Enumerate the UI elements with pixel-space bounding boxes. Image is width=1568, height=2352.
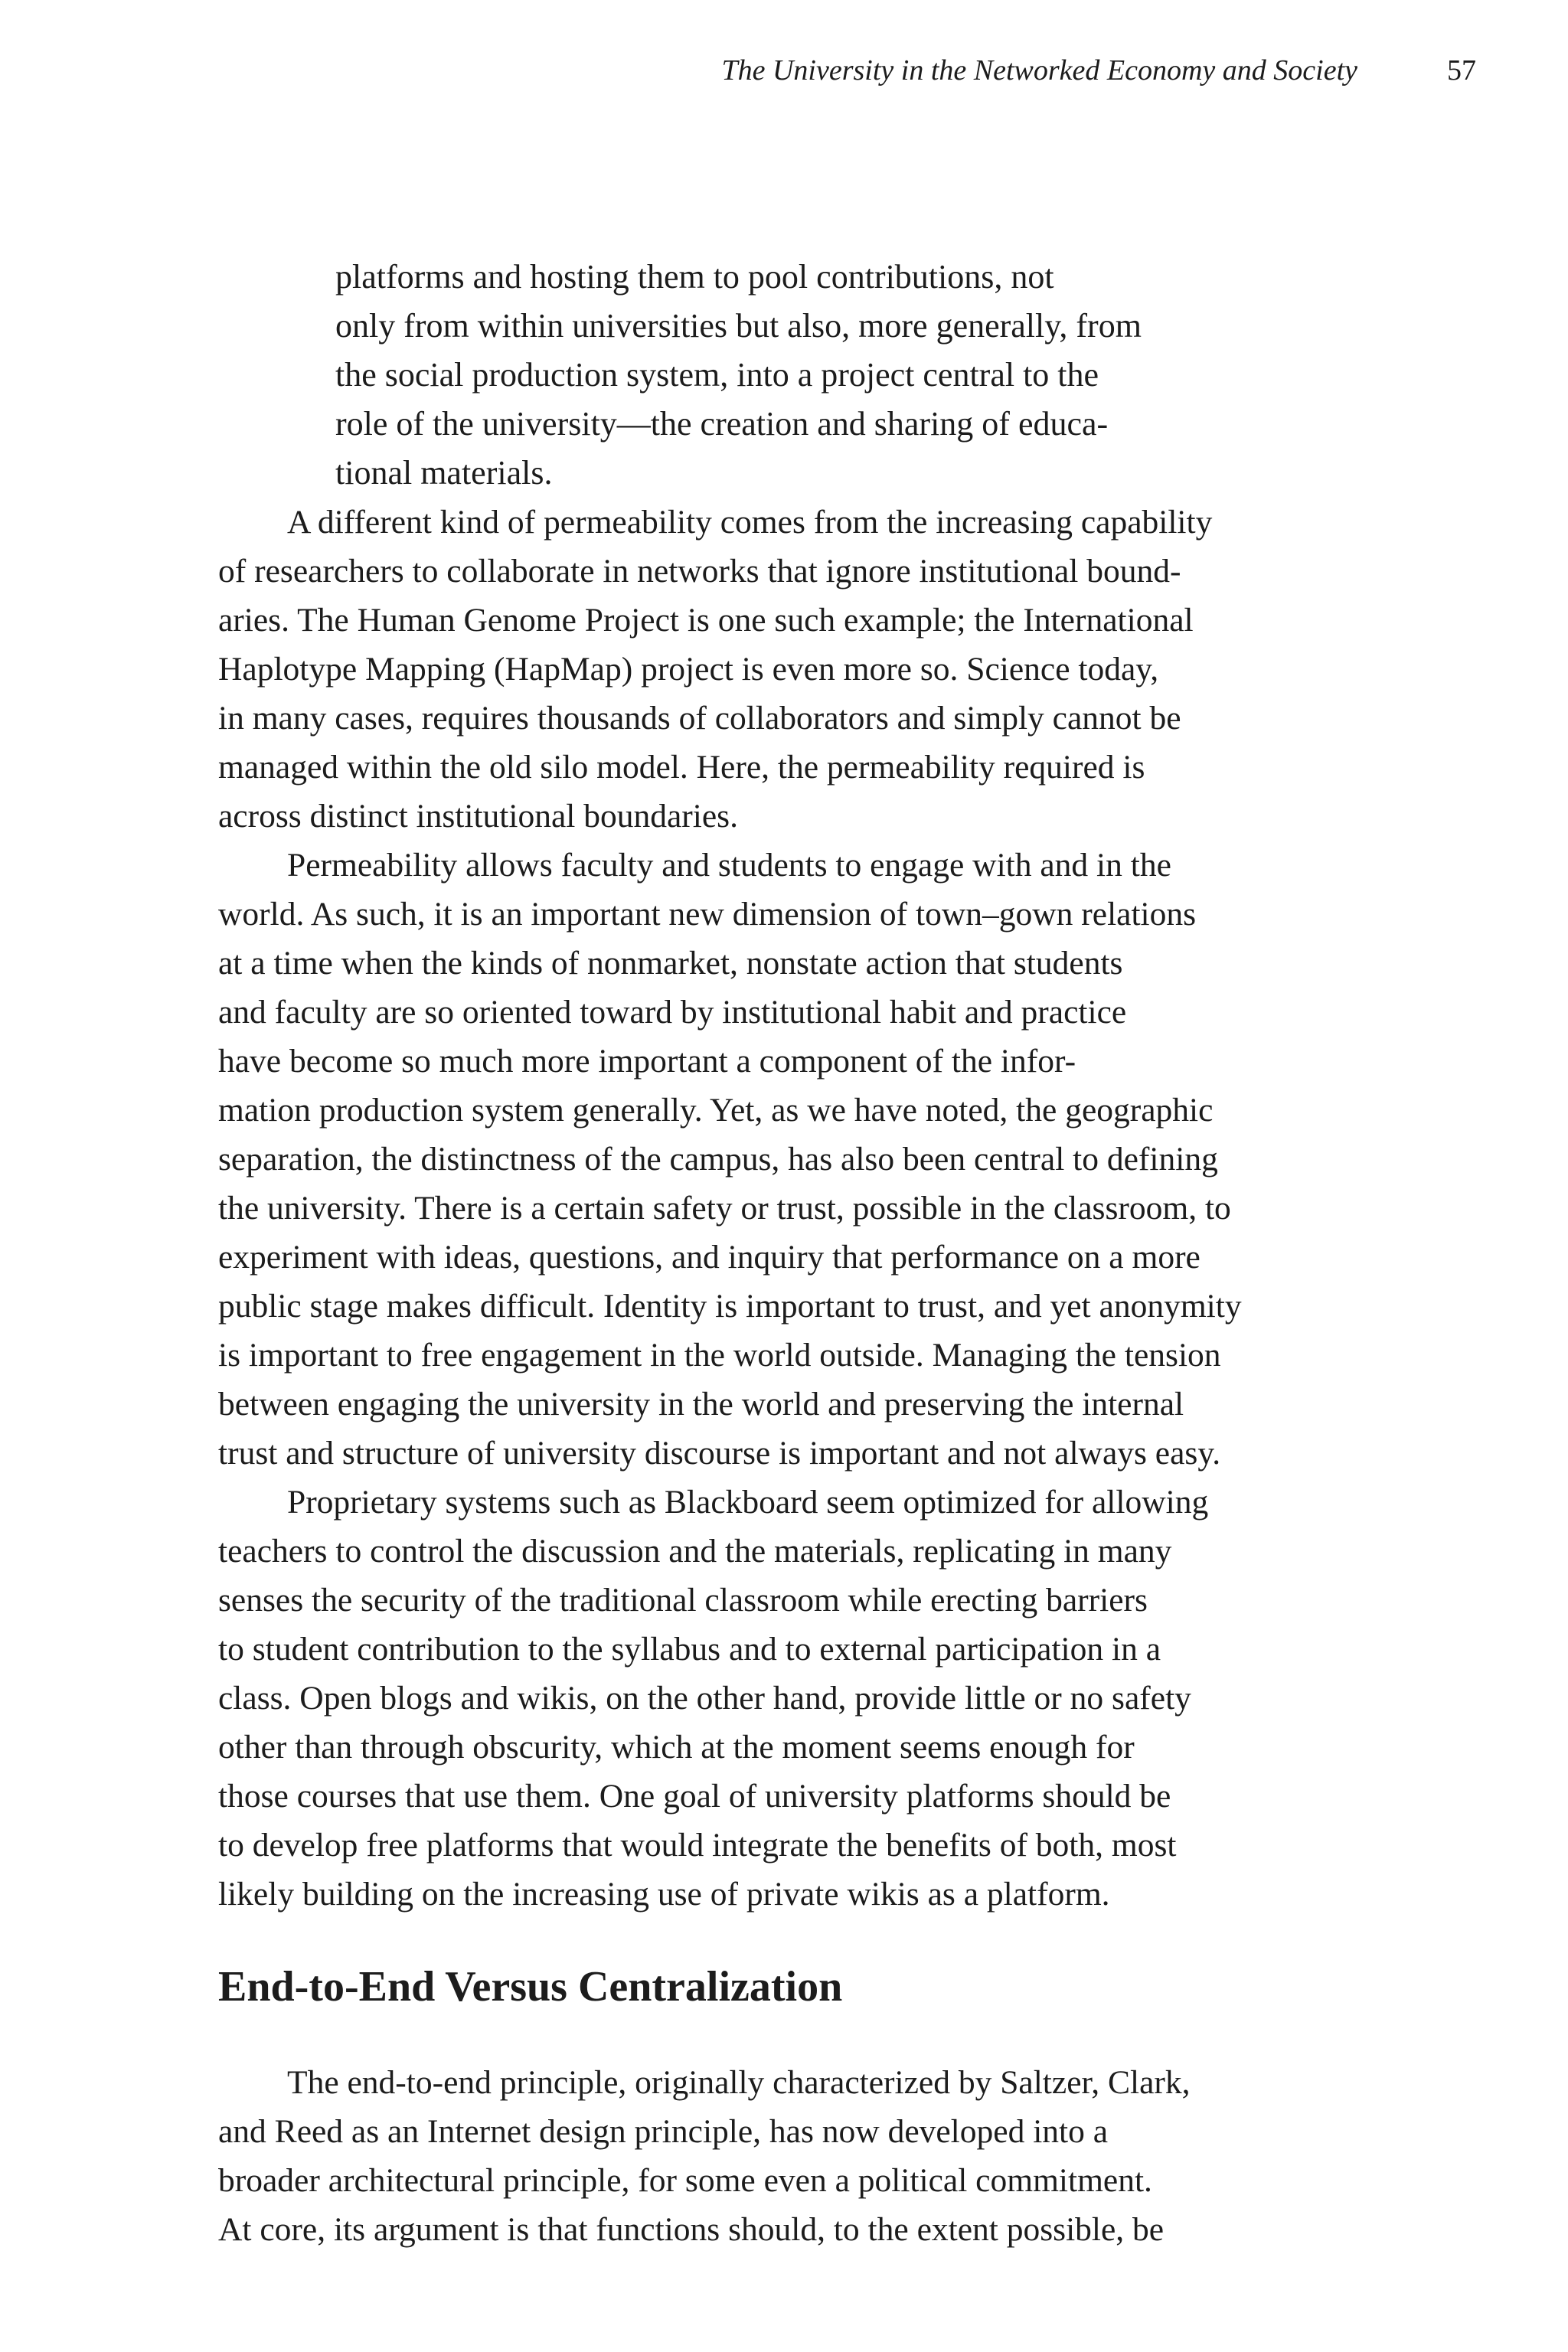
paragraph-line: those courses that use them. One goal of university platforms should be (218, 1778, 1171, 1815)
paragraph-line: world. As such, it is an important new dimension of town–gown relations (218, 896, 1197, 933)
quote-line: role of the university—the creation and sharing of educa- (335, 405, 1109, 443)
paragraph-line: Permeability allows faculty and students to engage with and in the (287, 847, 1171, 884)
paragraph-line: The end-to-end principle, originally characterized by Saltzer, Clark, (287, 2064, 1191, 2101)
paragraph-line: aries. The Human Genome Project is one such example; the International (218, 602, 1194, 639)
paragraph-line: senses the security of the traditional classroom while erecting barriers (218, 1582, 1148, 1619)
paragraph-line: mation production system generally. Yet, as we have noted, the geographic (218, 1092, 1214, 1129)
quote-line: only from within universities but also, more generally, from (335, 307, 1142, 345)
paragraph-line: in many cases, requires thousands of collaborators and simply cannot be (218, 700, 1181, 737)
paragraph-line: between engaging the university in the world and preserving the internal (218, 1386, 1184, 1423)
paragraph-line: class. Open blogs and wikis, on the other hand, provide little or no safety (218, 1680, 1191, 1717)
paragraph-line: and Reed as an Internet design principle, has now developed into a (218, 2113, 1109, 2150)
paragraph-line: At core, its argument is that functions should, to the extent possible, be (218, 2211, 1165, 2248)
running-title: The University in the Networked Economy and Society (721, 54, 1357, 87)
paragraph-line: have become so much more important a component of the infor- (218, 1043, 1076, 1080)
paragraph-line: managed within the old silo model. Here, the permeability required is (218, 749, 1145, 786)
quote-line: platforms and hosting them to pool contributions, not (335, 258, 1054, 296)
paragraph-line: and faculty are so oriented toward by institutional habit and practice (218, 994, 1127, 1031)
paragraph-line: the university. There is a certain safety or trust, possible in the classroom, to (218, 1190, 1231, 1227)
paragraph-line: broader architectural principle, for some even a political commitment. (218, 2162, 1152, 2199)
paragraph-line: across distinct institutional boundaries. (218, 798, 738, 835)
paragraph-line: teachers to control the discussion and the materials, replicating in many (218, 1533, 1172, 1570)
paragraph-line: is important to free engagement in the world outside. Managing the tension (218, 1337, 1221, 1374)
paragraph-line: A different kind of permeability comes from the increasing capability (287, 504, 1213, 541)
paragraph-line: other than through obscurity, which at the moment seems enough for (218, 1729, 1135, 1766)
paragraph-line: of researchers to collaborate in networks that ignore institutional bound- (218, 553, 1181, 590)
quote-line: tional materials. (335, 454, 553, 492)
paragraph-line: to develop free platforms that would integrate the benefits of both, most (218, 1827, 1177, 1864)
paragraph-line: Haplotype Mapping (HapMap) project is even more so. Science today, (218, 651, 1159, 688)
section-heading: End-to-End Versus Centralization (218, 1963, 843, 2011)
paragraph-line: to student contribution to the syllabus and to external participation in a (218, 1631, 1161, 1668)
paragraph-line: public stage makes difficult. Identity is important to trust, and yet anonymity (218, 1288, 1242, 1325)
paragraph-line: likely building on the increasing use of private wikis as a platform. (218, 1876, 1110, 1913)
paragraph-line: trust and structure of university discourse is important and not always easy. (218, 1435, 1221, 1472)
quote-line: the social production system, into a project central to the (335, 356, 1099, 394)
paragraph-line: Proprietary systems such as Blackboard seem optimized for allowing (287, 1484, 1209, 1521)
paragraph-line: separation, the distinctness of the campus, has also been central to defining (218, 1141, 1218, 1178)
paragraph-line: at a time when the kinds of nonmarket, nonstate action that students (218, 945, 1123, 982)
page-number: 57 (1447, 54, 1476, 87)
paragraph-line: experiment with ideas, questions, and inquiry that performance on a more (218, 1239, 1200, 1276)
